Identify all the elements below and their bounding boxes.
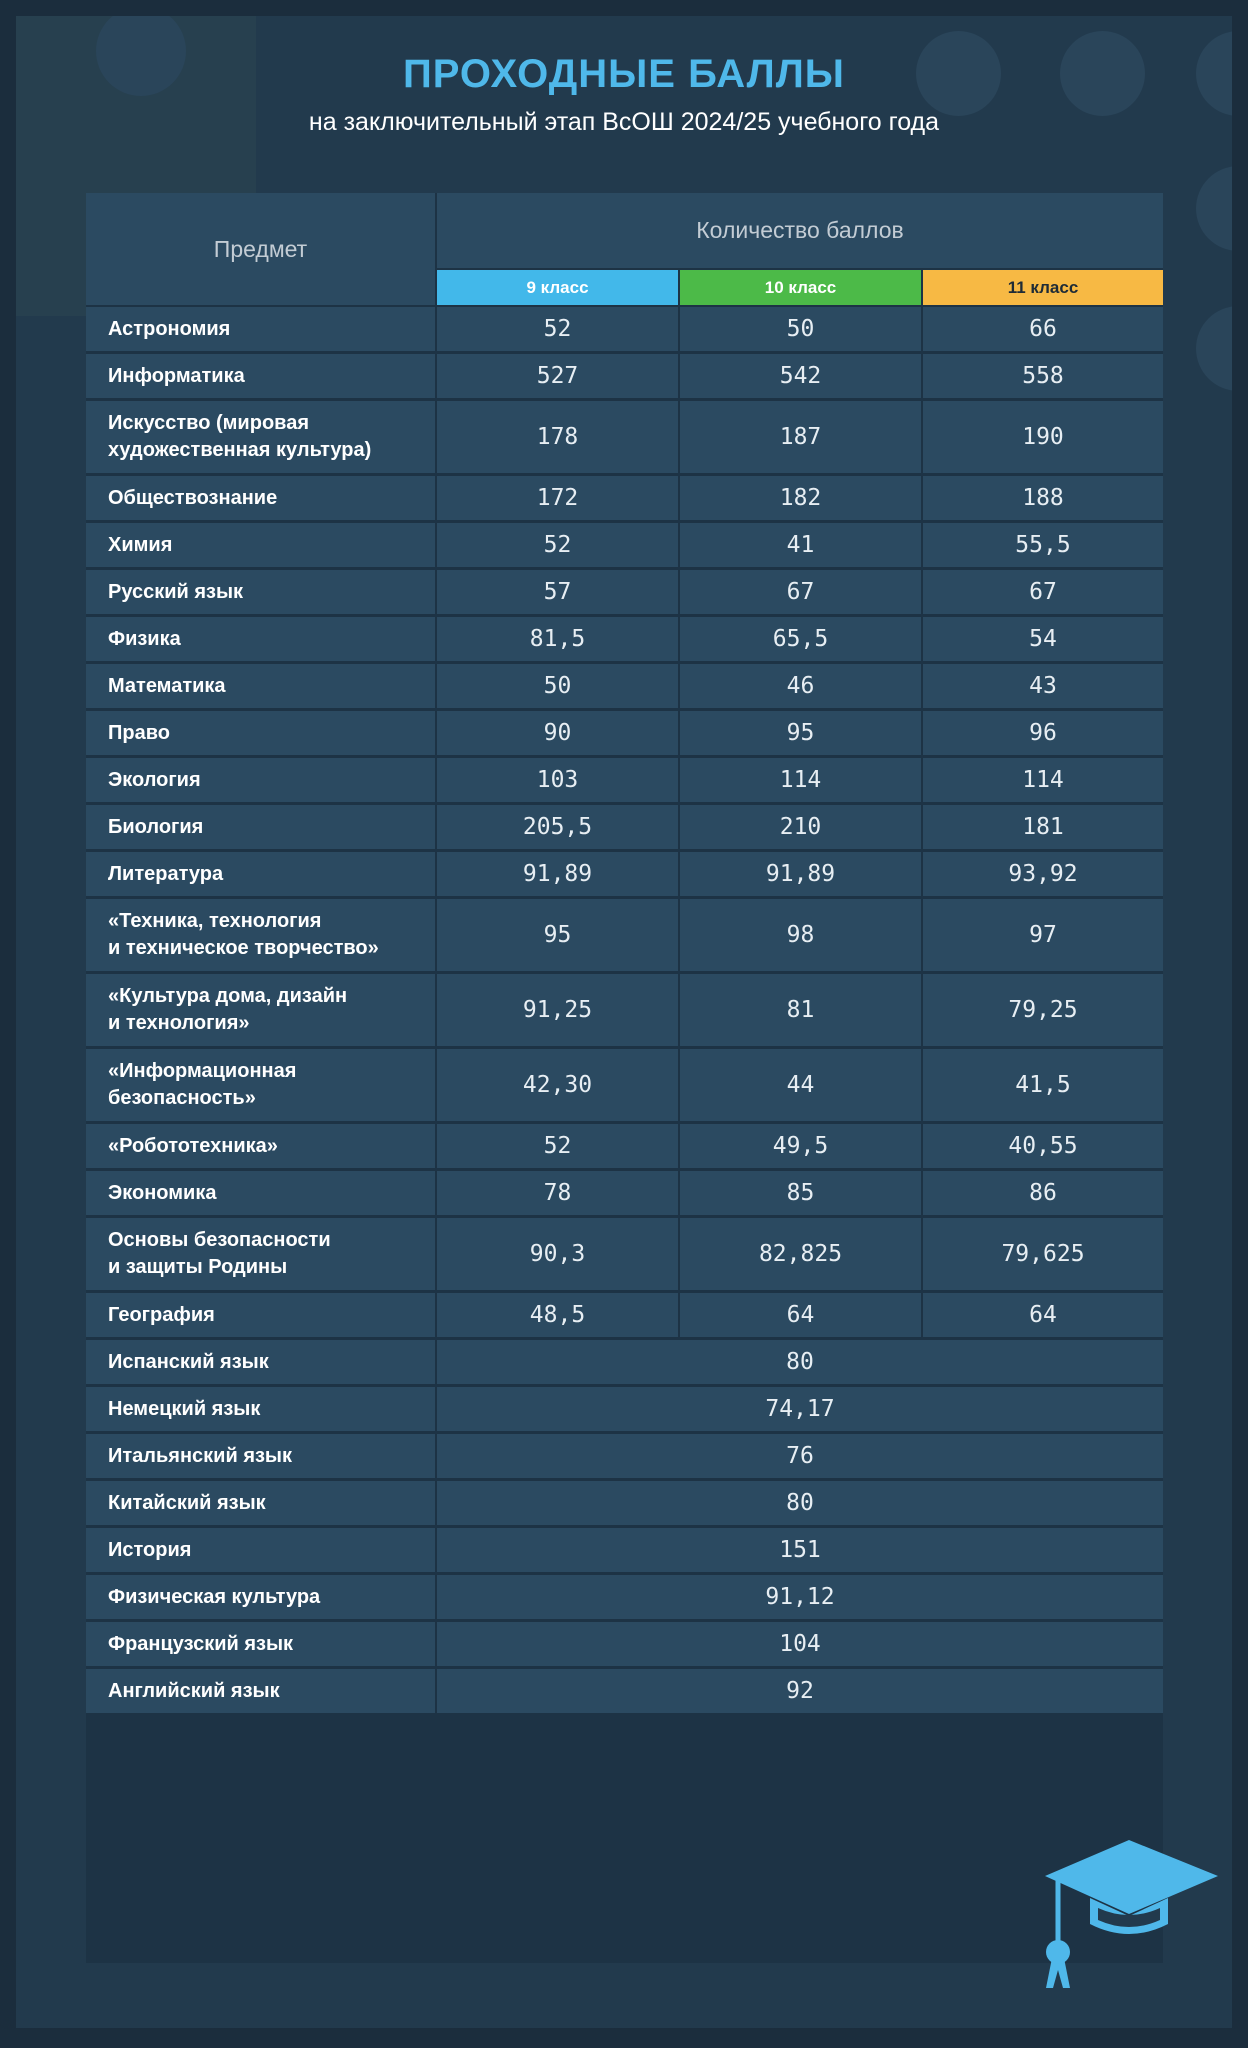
score-cell: 114 [680,758,921,802]
score-cell: 79,25 [923,974,1163,1046]
subject-cell: «Робототехника» [86,1124,435,1168]
score-cell: 81,5 [437,617,678,661]
score-cell: 205,5 [437,805,678,849]
score-cell: 67 [923,570,1163,614]
score-cell: 54 [923,617,1163,661]
background-decoration [1196,166,1232,251]
score-cell: 67 [680,570,921,614]
score-cell: 181 [923,805,1163,849]
subject-cell: Основы безопасности и защиты Родины [86,1218,435,1290]
subject-cell: Французский язык [86,1622,435,1666]
subject-cell: Экономика [86,1171,435,1215]
score-cell: 178 [437,401,678,473]
score-cell-all-grades: 92 [437,1669,1163,1713]
subject-cell: Физическая культура [86,1575,435,1619]
subject-cell: Право [86,711,435,755]
score-cell: 98 [680,899,921,971]
subject-cell: Экология [86,758,435,802]
score-cell: 91,89 [680,852,921,896]
score-cell: 50 [437,664,678,708]
grade-11-header: 11 класс [923,270,1163,305]
subject-header: Предмет [86,193,435,305]
subject-cell: Испанский язык [86,1340,435,1384]
score-cell: 97 [923,899,1163,971]
score-cell: 172 [437,476,678,520]
score-cell: 48,5 [437,1293,678,1337]
background-decoration [1196,306,1232,391]
subject-cell: Русский язык [86,570,435,614]
score-cell: 52 [437,523,678,567]
score-cell: 81 [680,974,921,1046]
score-cell: 187 [680,401,921,473]
score-cell: 41 [680,523,921,567]
score-cell: 542 [680,354,921,398]
score-cell: 114 [923,758,1163,802]
score-cell: 95 [437,899,678,971]
grade-9-header: 9 класс [437,270,678,305]
score-cell: 55,5 [923,523,1163,567]
score-cell: 93,92 [923,852,1163,896]
score-cell: 103 [437,758,678,802]
subject-cell: «Культура дома, дизайн и технология» [86,974,435,1046]
subject-cell: Физика [86,617,435,661]
subject-cell: Английский язык [86,1669,435,1713]
subject-cell: Обществознание [86,476,435,520]
score-cell: 190 [923,401,1163,473]
subject-cell: Математика [86,664,435,708]
page-title: ПРОХОДНЫЕ БАЛЛЫ [403,52,845,96]
subject-cell: Искусство (мировая художественная культура) [86,401,435,473]
score-header: Количество баллов [437,193,1163,268]
score-cell-all-grades: 76 [437,1434,1163,1478]
subject-cell: «Информационная безопасность» [86,1049,435,1121]
score-cell: 182 [680,476,921,520]
subject-cell: География [86,1293,435,1337]
score-cell: 86 [923,1171,1163,1215]
score-cell: 65,5 [680,617,921,661]
subject-cell: Биология [86,805,435,849]
score-cell: 95 [680,711,921,755]
page-subtitle: на заключительный этап ВсОШ 2024/25 учебного года [308,108,940,136]
score-cell: 46 [680,664,921,708]
subject-cell: Литература [86,852,435,896]
score-cell: 85 [680,1171,921,1215]
score-cell-all-grades: 104 [437,1622,1163,1666]
score-cell: 52 [437,307,678,351]
scores-table [86,193,1163,1963]
score-cell-all-grades: 80 [437,1481,1163,1525]
score-cell: 96 [923,711,1163,755]
grade-10-header: 10 класс [680,270,921,305]
score-cell: 90,3 [437,1218,678,1290]
score-cell-all-grades: 80 [437,1340,1163,1384]
score-cell: 90 [437,711,678,755]
score-cell-all-grades: 151 [437,1528,1163,1572]
score-cell: 64 [923,1293,1163,1337]
score-cell-all-grades: 91,12 [437,1575,1163,1619]
score-cell: 558 [923,354,1163,398]
subject-cell: История [86,1528,435,1572]
score-cell: 527 [437,354,678,398]
score-cell: 82,825 [680,1218,921,1290]
score-cell-all-grades: 74,17 [437,1387,1163,1431]
score-cell: 79,625 [923,1218,1163,1290]
subject-cell: Итальянский язык [86,1434,435,1478]
score-cell: 188 [923,476,1163,520]
score-cell: 40,55 [923,1124,1163,1168]
score-cell: 43 [923,664,1163,708]
score-cell: 57 [437,570,678,614]
score-cell: 210 [680,805,921,849]
score-cell: 44 [680,1049,921,1121]
subject-cell: Информатика [86,354,435,398]
score-cell: 91,25 [437,974,678,1046]
subject-cell: Немецкий язык [86,1387,435,1431]
subject-cell: «Техника, технология и техническое творчество» [86,899,435,971]
subject-cell: Астрономия [86,307,435,351]
score-cell: 41,5 [923,1049,1163,1121]
score-cell: 64 [680,1293,921,1337]
score-cell: 66 [923,307,1163,351]
graduation-cap-icon [1044,1838,1224,1998]
score-cell: 50 [680,307,921,351]
score-cell: 49,5 [680,1124,921,1168]
score-cell: 78 [437,1171,678,1215]
subject-cell: Китайский язык [86,1481,435,1525]
score-cell: 91,89 [437,852,678,896]
score-cell: 42,30 [437,1049,678,1121]
score-cell: 52 [437,1124,678,1168]
subject-cell: Химия [86,523,435,567]
